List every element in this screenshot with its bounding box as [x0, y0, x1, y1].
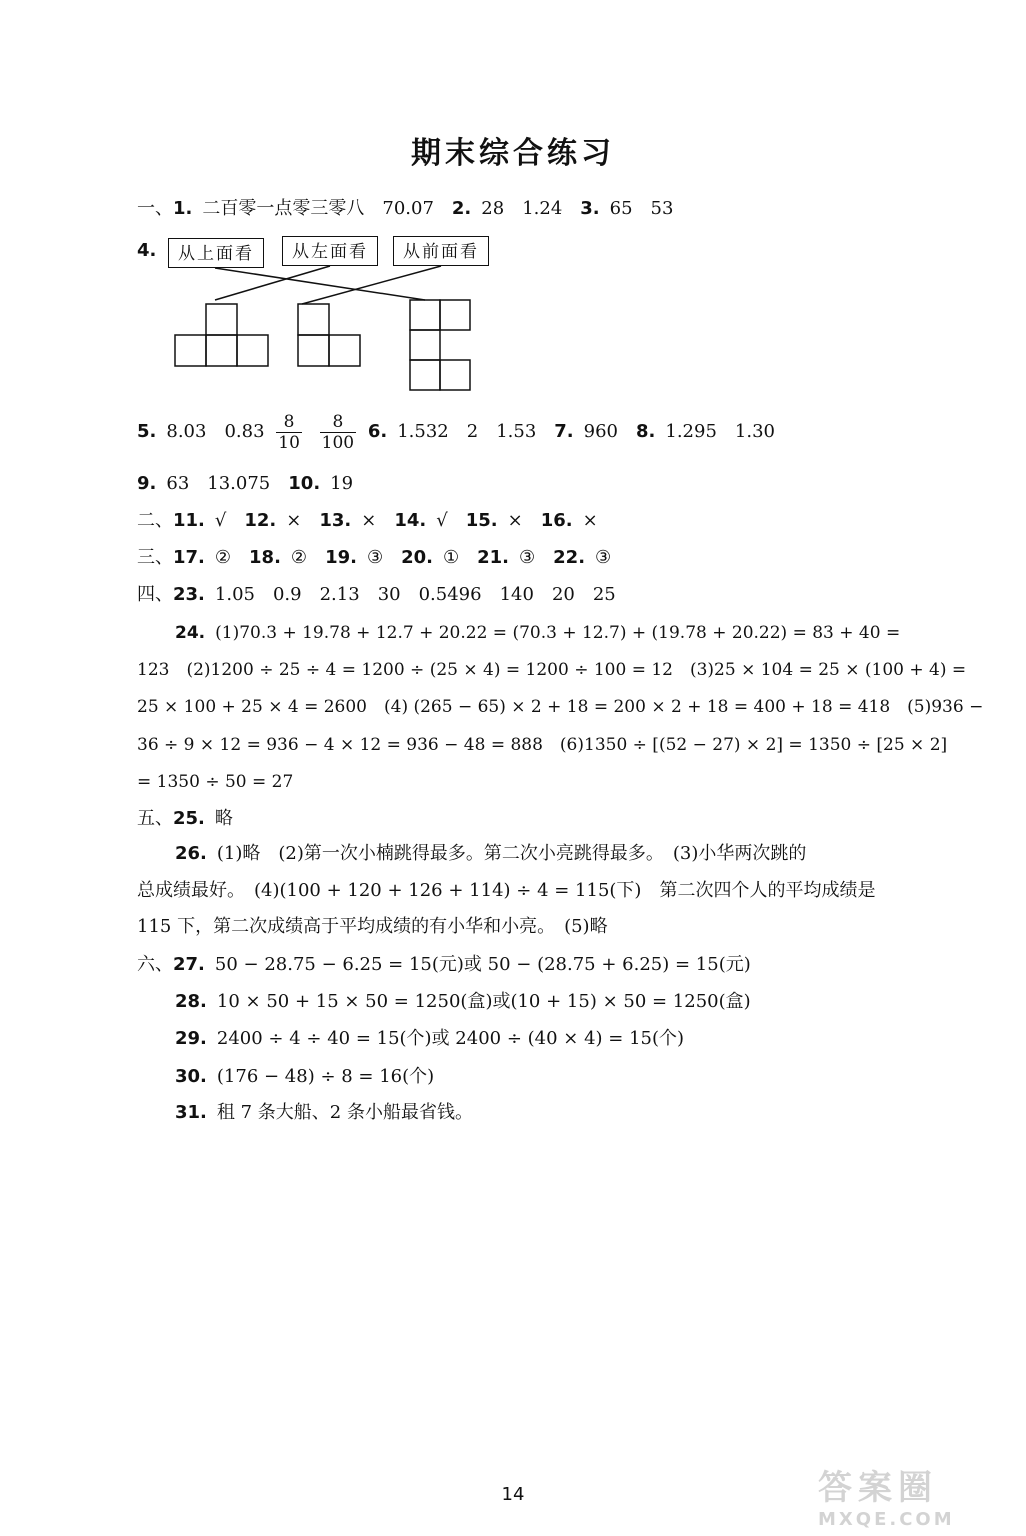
- answer-line-24-5: = 1350 ÷ 50 = 27: [137, 772, 294, 792]
- answer-value: 63: [166, 473, 190, 494]
- question-number: 2.: [451, 198, 472, 219]
- answer-value: 1.24: [522, 198, 563, 219]
- judgement-mark: √: [436, 510, 448, 531]
- page-number: 14: [501, 1484, 525, 1505]
- question-number: 13.: [319, 510, 352, 531]
- question-number: 15.: [465, 510, 498, 531]
- calculation-text: (176 − 48) ÷ 8 = 16(个): [216, 1066, 435, 1087]
- answer-line-24-1: [175, 622, 900, 644]
- question-number: 8.: [636, 421, 656, 442]
- question-number: 16.: [540, 510, 573, 531]
- answer-value: 2: [466, 421, 479, 442]
- section-label: 一、: [137, 198, 173, 219]
- question-number: 31.: [175, 1102, 207, 1123]
- question-number: 18.: [249, 547, 281, 568]
- answer-line-24-3: 25 × 100 + 25 × 4 = 2600 (4) (265 − 65) × 2 + 18 = 200 × 2 + 18 = 400 + 18 = 418 (5)936 −: [137, 697, 984, 717]
- section-label: 六、: [137, 954, 173, 975]
- question-number: 12.: [244, 510, 277, 531]
- question-number: 19.: [325, 547, 357, 568]
- answer-value: 1.05: [214, 584, 255, 605]
- denominator: 100: [321, 432, 355, 453]
- answer-line-23: [137, 584, 616, 606]
- answer-value: 1.295: [665, 421, 717, 442]
- answer-value: 30: [377, 584, 401, 605]
- judgement-mark: ×: [582, 510, 598, 531]
- question-number: 25.: [173, 808, 205, 829]
- choice-answer: ③: [519, 547, 536, 568]
- denominator: 10: [278, 432, 300, 453]
- answer-text: 二百零一点零三零八: [202, 198, 365, 219]
- choice-answer: ①: [442, 547, 460, 568]
- answer-line-section-2: [137, 510, 598, 532]
- answer-text: (1)略 (2)第一次小楠跳得最多。第二次小亮跳得最多。 (3)小华两次跳的: [216, 843, 807, 864]
- answer-value: 0.5496: [418, 584, 482, 605]
- choice-answer: ③: [595, 547, 612, 568]
- section-label: 五、: [137, 808, 173, 829]
- page-title: 期末综合练习: [411, 136, 615, 171]
- question-number: 1.: [173, 198, 193, 219]
- question-number: 3.: [580, 198, 600, 219]
- calculation-text: (1)70.3 + 19.78 + 12.7 + 20.22 = (70.3 + 12.7) + (19.78 + 20.22) = 83 + 40 =: [215, 623, 901, 643]
- shape-view-3: [410, 300, 470, 390]
- answer-value: 19: [330, 473, 354, 494]
- site-watermark: [818, 1460, 1008, 1530]
- answer-line-24-2: 123 (2)1200 ÷ 25 ÷ 4 = 1200 ÷ (25 × 4) = 1200 ÷ 100 = 12 (3)25 × 104 = 25 × (100 + 4) =: [137, 660, 967, 680]
- answer-value: 960: [583, 421, 618, 442]
- shape-view-1: [175, 304, 268, 366]
- fraction: [320, 412, 356, 453]
- answer-value: 1.53: [496, 421, 537, 442]
- question-number: 24.: [175, 623, 206, 643]
- question-number: 20.: [401, 547, 433, 568]
- judgement-mark: ×: [361, 510, 377, 531]
- question-number: 17.: [173, 547, 205, 568]
- calculation-text: 10 × 50 + 15 × 50 = 1250(盒)或(10 + 15) × 50 = 1250(盒): [216, 991, 751, 1012]
- answer-value: 1.532: [397, 421, 449, 442]
- watermark-url: MXQE.COM: [818, 1509, 955, 1530]
- judgement-mark: ×: [286, 510, 302, 531]
- answer-value: 1.30: [734, 421, 775, 442]
- watermark-text: 答案圈: [818, 1468, 938, 1508]
- section-label: 四、: [137, 584, 173, 605]
- question-number: 29.: [175, 1028, 207, 1049]
- question-number: 14.: [394, 510, 427, 531]
- answer-line-26-1: [175, 843, 806, 865]
- numerator: 8: [332, 411, 344, 432]
- question-number: 28.: [175, 991, 207, 1012]
- connector-line: [215, 268, 425, 300]
- question-number: 9.: [137, 473, 157, 494]
- question-number: 30.: [175, 1066, 207, 1087]
- question-number: 11.: [173, 510, 205, 531]
- answer-line-26-2: 总成绩最好。 (4)(100 + 120 + 126 + 114) ÷ 4 = 115(下) 第二次四个人的平均成绩是: [137, 880, 876, 901]
- answer-text: 略: [214, 808, 233, 829]
- answer-value: 2.13: [319, 584, 360, 605]
- answer-value: 28: [481, 198, 505, 219]
- calculation-text: 2400 ÷ 4 ÷ 40 = 15(个)或 2400 ÷ (40 × 4) = 15(个): [216, 1028, 685, 1049]
- answer-line-28: [175, 991, 751, 1013]
- numerator: 8: [283, 411, 295, 432]
- question-number: 6.: [367, 421, 388, 442]
- answer-line-29: [175, 1028, 684, 1050]
- answer-line-24-4: 36 ÷ 9 × 12 = 936 − 4 × 12 = 936 − 48 = 888 (6)1350 ÷ [(52 − 27) × 2] = 1350 ÷ [25 × 2]: [137, 735, 948, 755]
- answer-value: 0.83: [224, 421, 265, 442]
- view-label-top: 从上面看: [168, 238, 264, 268]
- answer-line-9: [137, 473, 353, 495]
- choice-answer: ③: [366, 547, 384, 568]
- answer-value: 65: [609, 198, 633, 219]
- answer-line-26-3: 115 下，第二次成绩高于平均成绩的有小华和小亮。 (5)略: [137, 916, 608, 937]
- question-number: 7.: [554, 421, 574, 442]
- answer-value: 140: [499, 584, 534, 605]
- fraction: [276, 412, 302, 453]
- question-number: 21.: [477, 547, 510, 568]
- answer-line-5: [137, 410, 775, 454]
- answer-line-25: [137, 808, 233, 830]
- section-label: 二、: [137, 510, 173, 531]
- judgement-mark: √: [214, 510, 227, 531]
- answer-value: 20: [551, 584, 575, 605]
- calculation-text: 50 − 28.75 − 6.25 = 15(元)或 50 − (28.75 + 6.25) = 15(元): [214, 954, 751, 975]
- question-number: 4.: [137, 240, 157, 261]
- choice-answer: ②: [290, 547, 308, 568]
- answer-value: 25: [592, 584, 616, 605]
- view-diagram: [0, 0, 1026, 400]
- section-label: 三、: [137, 547, 173, 568]
- answer-value: 8.03: [166, 421, 207, 442]
- answer-line-section-3: [137, 547, 611, 569]
- answer-value: 53: [650, 198, 674, 219]
- answer-value: 0.9: [272, 584, 302, 605]
- judgement-mark: ×: [507, 510, 523, 531]
- choice-answer: ②: [214, 547, 232, 568]
- view-label-left: 从左面看: [282, 236, 378, 266]
- question-number: 26.: [175, 843, 207, 864]
- question-number: 5.: [137, 421, 157, 442]
- answer-line-31: [175, 1102, 473, 1124]
- question-number: 23.: [173, 584, 205, 605]
- question-number: 27.: [173, 954, 205, 975]
- answer-line-30: [175, 1066, 434, 1088]
- view-label-front: 从前面看: [393, 236, 489, 266]
- question-number: 22.: [553, 547, 586, 568]
- answer-text: 租 7 条大船、2 条小船最省钱。: [216, 1102, 473, 1123]
- question-number: 10.: [288, 473, 321, 494]
- shape-view-2: [298, 304, 360, 366]
- answer-value: 13.075: [207, 473, 271, 494]
- answer-value: 70.07: [382, 198, 434, 219]
- answer-line-27: [137, 954, 751, 976]
